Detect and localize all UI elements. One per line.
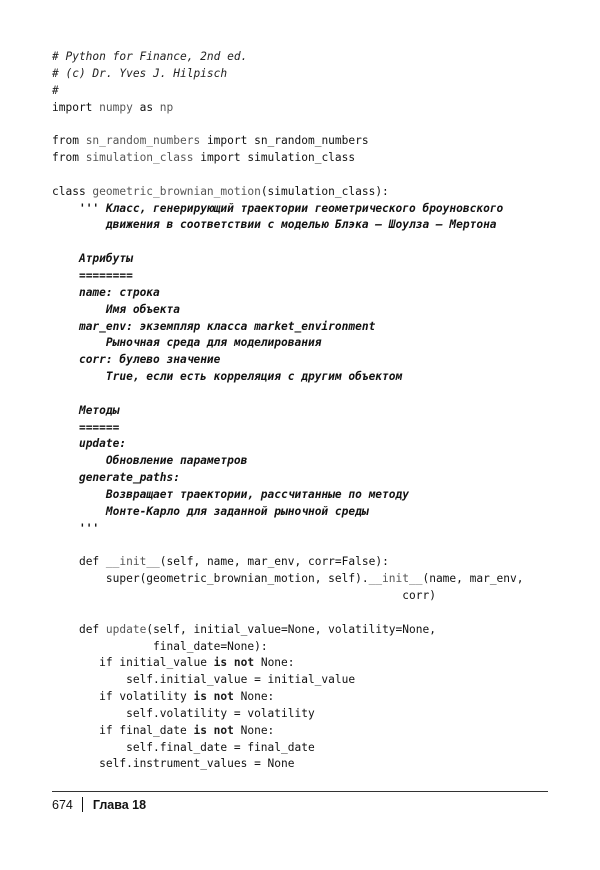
code-token: None: [233,723,275,737]
code-line [52,521,552,538]
code-token: update [105,622,147,636]
code-line [52,622,552,639]
chapter-label: Глава 18 [92,798,147,812]
code-token: # [52,83,59,97]
code-token: numpy [99,100,133,114]
code-line [52,217,552,234]
code-token: corr: булево значение [78,353,221,367]
code-line [52,150,552,167]
code-token: движения в соответствии с моделью Блэка — Шоулза — Мертона [105,218,497,232]
code-line [52,470,552,487]
page-number: 674 [52,798,73,812]
code-token: Имя объекта [105,302,180,316]
code-line [52,251,552,268]
code-line [52,184,552,201]
code-line [52,605,552,622]
code-line [52,302,552,319]
code-token: ======== [78,268,133,282]
code-line [52,116,552,133]
code-token: Обновление параметров [105,454,248,468]
code-token: ====== [78,420,120,434]
code-token: self.initial_value = initial_value [126,673,356,687]
code-token: from [52,134,86,148]
code-token: Атрибуты [78,252,133,266]
code-line [52,133,552,150]
code-token: np [159,100,174,114]
code-line [52,83,552,100]
code-token: is not [193,723,234,737]
code-token: from [52,151,86,165]
code-token: # (c) Dr. Yves J. Hilpisch [52,66,228,80]
code-token: Монте-Карло для заданной рыночной среды [105,504,369,518]
code-token: import [52,100,100,114]
code-line [52,234,552,251]
code-token: ''' [78,521,100,535]
code-line [52,655,552,672]
code-line [52,100,552,117]
code-token: class [52,184,93,198]
code-token: if final_date [99,723,194,737]
code-line [52,420,552,437]
code-token: sn_random_numbers [85,134,201,148]
code-token: simulation_class [85,151,194,165]
code-line [52,66,552,83]
code-line [52,319,552,336]
footer-separator [82,797,83,812]
code-line [52,554,552,571]
code-token: super(geometric_brownian_motion, self). [105,572,369,586]
code-token: import simulation_class [193,151,356,165]
code-token: Возвращает траектории, рассчитанные по методу [105,487,409,501]
code-line [52,672,552,689]
code-token: def [78,555,106,569]
code-token: __init__ [368,572,423,586]
code-line [52,386,552,403]
code-line [52,756,552,773]
code-token: final_date=None): [153,639,268,653]
code-token: (self, initial_value=None, volatility=None, [146,622,436,636]
code-line [52,537,552,554]
code-line [52,285,552,302]
code-token: None: [254,656,295,670]
code-token: import sn_random_numbers [200,134,369,148]
code-token: Рыночная среда для моделирования [105,336,322,350]
code-token: (name, mar_env, [422,572,524,586]
code-line [52,487,552,504]
code-line [52,268,552,285]
code-token: self.final_date = final_date [126,740,315,754]
code-line [52,639,552,656]
code-line [52,369,552,386]
code-token: (simulation_class): [260,184,389,198]
code-line [52,740,552,757]
code-token: is not [193,690,234,704]
code-token: as [132,100,160,114]
footer-rule [52,791,548,792]
code-line [52,706,552,723]
code-token: (self, name, mar_env, corr=False): [159,555,389,569]
code-line [52,504,552,521]
code-token: corr) [402,589,436,602]
code-line [52,723,552,740]
code-token: geometric_brownian_motion [92,184,261,198]
code-line [52,588,552,605]
code-line [52,689,552,706]
code-line [52,571,552,588]
code-token: def [78,622,106,636]
code-token: if initial_value [99,656,214,670]
code-line [52,352,552,369]
code-token: None: [233,690,275,704]
code-line [52,49,552,66]
code-line [52,403,552,420]
code-token: self.instrument_values = None [99,757,295,771]
code-token: update: [78,437,127,451]
code-token: # Python for Finance, 2nd ed. [52,50,248,63]
code-token: True, если есть корреляция с другим объектом [105,370,403,384]
code-token: self.volatility = volatility [126,706,315,720]
code-listing [52,49,552,773]
code-token: if volatility [99,690,194,704]
code-line [52,201,552,218]
code-line [52,453,552,470]
code-token: Методы [78,403,120,417]
code-token: mar_env: экземпляр класса market_environment [78,319,376,333]
code-token: name: строка [78,285,160,299]
code-token: is not [213,656,255,670]
page-footer [52,797,146,812]
code-line [52,335,552,352]
code-token: __init__ [105,555,160,569]
code-line [52,167,552,184]
code-token: ''' Класс, генерирующий траектории геометрического броуновского [78,201,504,215]
code-token: generate_paths: [78,471,180,485]
code-line [52,436,552,453]
